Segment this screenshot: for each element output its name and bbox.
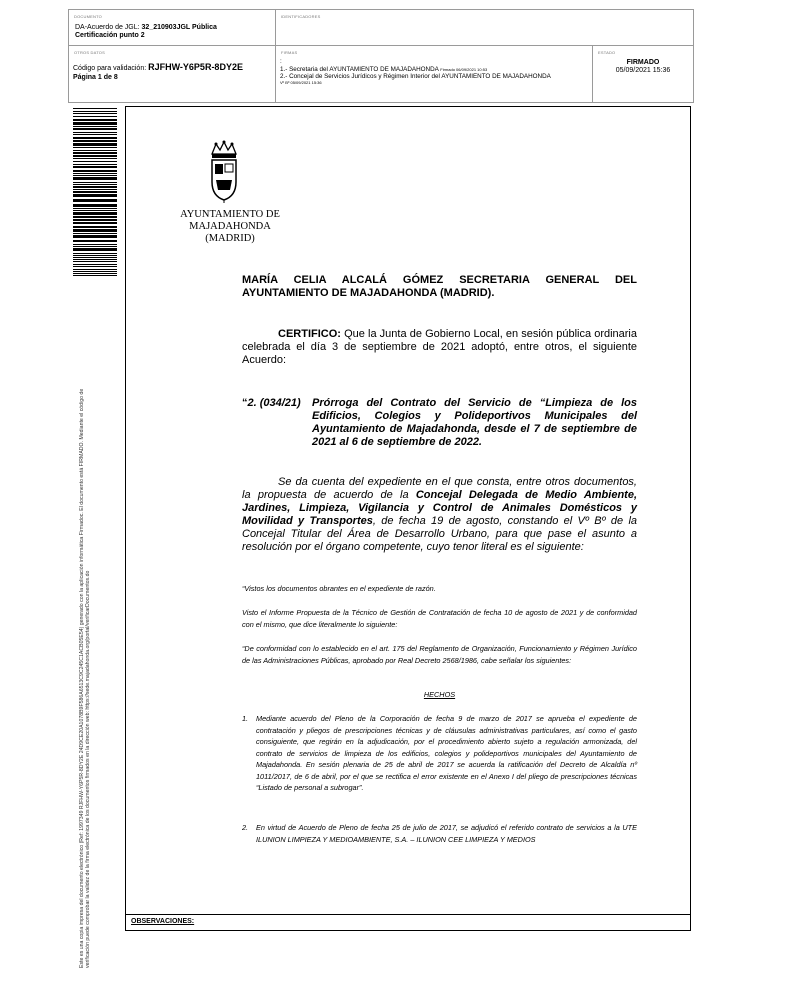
documento-line1: DA-Acuerdo de JGL:: [75, 24, 142, 31]
identificadores-label: IDENTIFICADORES: [281, 14, 321, 19]
barcode-bar: [73, 137, 117, 139]
visto-informe-paragraph: Visto el Informe Propuesta de la Técnico de Gestión de Contratación de fecha 10 de agosto de 2021 y de conformidad con el mismo, que dice literalmente lo siguiente:: [242, 608, 637, 629]
barcode-bar: [73, 235, 117, 238]
acuerdo-num: 2. (034/21): [247, 397, 301, 409]
barcode-bar: [73, 257, 117, 258]
barcode-bar: [73, 253, 117, 254]
barcode-bar: [73, 244, 117, 245]
barcode-bar: [73, 273, 117, 274]
side-text-line2: verificación puede comprobar la validez de la firma electrónica de los documentos firmados en la dirección web: https://sede.majadahonda.org/portal/verificarDocumentos.do: [85, 570, 92, 968]
barcode-bar: [73, 150, 117, 151]
barcode-bar: [73, 111, 117, 112]
barcode-bar: [73, 175, 117, 176]
barcode-bar: [73, 199, 117, 202]
barcode-bar: [73, 240, 117, 242]
barcode-bar: [73, 126, 117, 127]
barcode-bar: [73, 216, 117, 218]
barcode-bar: [73, 194, 117, 197]
documento-label: DOCUMENTO: [74, 14, 102, 19]
documento-line1-bold: 32_210903JGL Pública: [141, 24, 217, 31]
cuenta-text-1: Se da cuenta del expediente en el que consta, entre otros documentos, la propuesta de acuerdo de la: [242, 476, 637, 501]
ayuntamiento-line1: AYUNTAMIENTO DE: [180, 209, 280, 220]
barcode-bar: [73, 271, 117, 272]
certifico-label: CERTIFICO:: [278, 328, 341, 340]
barcode-bar: [73, 116, 117, 117]
conformidad-paragraph: “De conformidad con lo establecido en el art. 175 del Reglamento de Organización, Funcionamiento y Régimen Jurídico de las Administraciones Públicas, aprobado por Real Decreto 2568/1986, cabe señalar los siguientes:: [242, 644, 637, 665]
identificadores-cell: [276, 10, 693, 46]
barcode-bar: [73, 264, 117, 265]
barcode-bar: [73, 246, 117, 247]
firma2-date: Vº Bº 05/09/2021 15:36: [280, 79, 322, 85]
barcode-bar: [73, 147, 117, 148]
otros-datos-label: OTROS DATOS: [74, 50, 105, 55]
hecho1-number: 1.: [242, 714, 249, 723]
barcode-bar: [73, 266, 117, 267]
barcode-bar: [73, 113, 117, 114]
estado-value: FIRMADO: [626, 59, 660, 66]
barcode-bar: [73, 140, 117, 142]
secretaria-heading: MARÍA CELIA ALCALÁ GÓMEZ SECRETARIA GENERAL DEL AYUNTAMIENTO DE MAJADAHONDA (MADRID).: [242, 274, 637, 299]
barcode-bar: [73, 182, 117, 183]
firma2: 2.- Concejal de Servicios Jurídicos y Régimen Interior del AYUNTAMIENTO DE MAJADAHONDA: [280, 73, 551, 80]
hechos-heading: HECHOS: [423, 690, 456, 699]
barcode-bar: [73, 212, 117, 215]
barcode-bar: [73, 128, 117, 130]
cuenta-paragraph: [242, 476, 637, 554]
document-header-table: [68, 9, 694, 103]
side-verification-text: [79, 389, 92, 968]
barcode-bar: [73, 155, 117, 157]
barcode-bar: [73, 161, 117, 162]
acuerdo-number: [242, 397, 312, 410]
estado-date: 05/09/2021 15:36: [615, 67, 671, 74]
barcode-bar: [73, 222, 117, 224]
certifico-paragraph: [242, 328, 637, 367]
barcode-bar: [73, 108, 117, 109]
cuenta-bold: Concejal Delegada de Medio Ambiente, Jardines, Limpieza, Vigilancia y Control de Animales Domésticos y Movilidad y Transportes: [242, 489, 637, 527]
vistos-paragraph: “Vistos los documentos obrantes en el expediente de razón.: [242, 584, 436, 593]
coat-of-arms-icon: [204, 140, 244, 205]
barcode-bar: [73, 122, 117, 125]
barcode-bar: [73, 158, 117, 159]
barcode-bar: [73, 119, 117, 121]
barcode-bar: [73, 229, 117, 232]
barcode-bar: [73, 152, 117, 154]
barcode-bar: [73, 233, 117, 234]
barcode-bar: [73, 261, 117, 262]
hecho2-number: 2.: [242, 823, 249, 832]
firmas-label: FIRMAS: [281, 50, 298, 55]
barcode-bar: [73, 259, 117, 260]
barcode-bar: [73, 189, 117, 190]
documento-cell: [69, 10, 276, 46]
barcode-bar: [73, 164, 117, 165]
observaciones-box: [126, 914, 690, 930]
otros-datos-cell: [69, 46, 276, 102]
acuerdo-title: Prórroga del Contrato del Servicio de “Limpieza de los Edificios, Colegios y Polideportivos Municipales del Ayuntamiento de Majadahonda, desde el 7 de septiembre de 2021 al 6 de septiembre de 2022.: [312, 397, 637, 448]
barcode-bar: [73, 170, 117, 172]
barcode-bar: [73, 219, 117, 221]
ayuntamiento-line2: MAJADAHONDA: [189, 221, 271, 232]
barcode-bar: [73, 275, 117, 276]
barcode-icon: [73, 108, 117, 276]
firma1-date: Firmado 06/09/2021 10:53: [440, 66, 488, 72]
ayuntamiento-line3: (MADRID): [205, 233, 255, 244]
certifico-text: Que la Junta de Gobierno Local, en sesión pública ordinaria celebrada el día 3 de septiembre de 2021 adoptó, entre otros, el siguiente Acuerdo:: [242, 328, 637, 366]
barcode-bar: [73, 191, 117, 193]
side-text-line1: Este es una copia impresa del documento electrónico (Ref: 1997349 RJFHW-Y6P5R-8DY2E 24D9CE20A1078B9F586A6513C9C245C1ACB05E54) generado con la aplicación informática Firmadoc. El documento está FIRMADO. Mediante el código de: [79, 388, 85, 968]
barcode-bar: [73, 210, 117, 211]
estado-label: ESTADO: [598, 50, 616, 55]
cuenta-text-2: , de fecha 19 de agosto, constando el Vº Bº de la Concejal Titular del Área de Desarrollo Urbano, para que pase el asunto a resolución por el órgano competente, cuyo tenor literal es el siguiente:: [242, 515, 638, 553]
observaciones-label: OBSERVACIONES:: [131, 918, 195, 925]
estado-cell: [593, 46, 693, 102]
barcode-bar: [73, 143, 117, 146]
firma1: 1.- Secretaria del AYUNTAMIENTO DE MAJADAHONDA: [280, 65, 439, 73]
quote-mark: “: [242, 397, 248, 409]
barcode-bar: [73, 204, 117, 207]
codigo-label: Código para validación:: [73, 65, 149, 72]
firmas-cell: [276, 46, 593, 102]
codigo-value: RJFHW-Y6P5R-8DY2E: [148, 62, 243, 72]
barcode-bar: [73, 255, 117, 256]
barcode-bar: [73, 132, 117, 133]
firmas-dot: :: [280, 58, 282, 65]
barcode-bar: [73, 226, 117, 228]
barcode-bar: [73, 248, 117, 251]
barcode-bar: [73, 173, 117, 174]
hecho2-paragraph: En virtud de Acuerdo de Pleno de fecha 25 de julio de 2017, se adjudicó el referido contrato de servicios a la UTE ILUNION LIMPIEZA Y MEDIOAMBIENTE, S.A. – ILUNION CEE LIMPIEZA Y MEDIOS: [256, 823, 637, 844]
barcode-bar: [73, 186, 117, 188]
barcode-bar: [73, 166, 117, 168]
hecho1-paragraph: Mediante acuerdo del Pleno de la Corporación de fecha 9 de marzo de 2017 se aprueba el expediente de contratación y pliegos de prescripciones técnicas y de cláusulas administrativas particulares, así como el gasto consiguiente, que regirán en la adjudicación, por el procedimiento abierto sujeto a regulación armonizada, del contrato de servicios de limpieza de los edificios, colegios y polideportivos municipales del Ayuntamiento de Majadahonda. En sesión plenaria de 25 de abril de 2017 se acuerda la ratificación del Decreto de Alcaldía nº 1011/2017, de 6 de abril, por el que se rectifica el error existente en el Anexo I del pliego de prescripciones técnicas “Listado de personal a subrogar”.: [256, 714, 637, 792]
ayuntamiento-title: [170, 209, 290, 245]
documento-line2: Certificación punto 2: [75, 32, 145, 39]
pagina-label: Página 1 de 8: [73, 74, 118, 81]
barcode-bar: [73, 208, 117, 209]
barcode-bar: [73, 269, 117, 270]
barcode-bar: [73, 177, 117, 180]
barcode-bar: [73, 184, 117, 185]
barcode-bar: [73, 134, 117, 135]
